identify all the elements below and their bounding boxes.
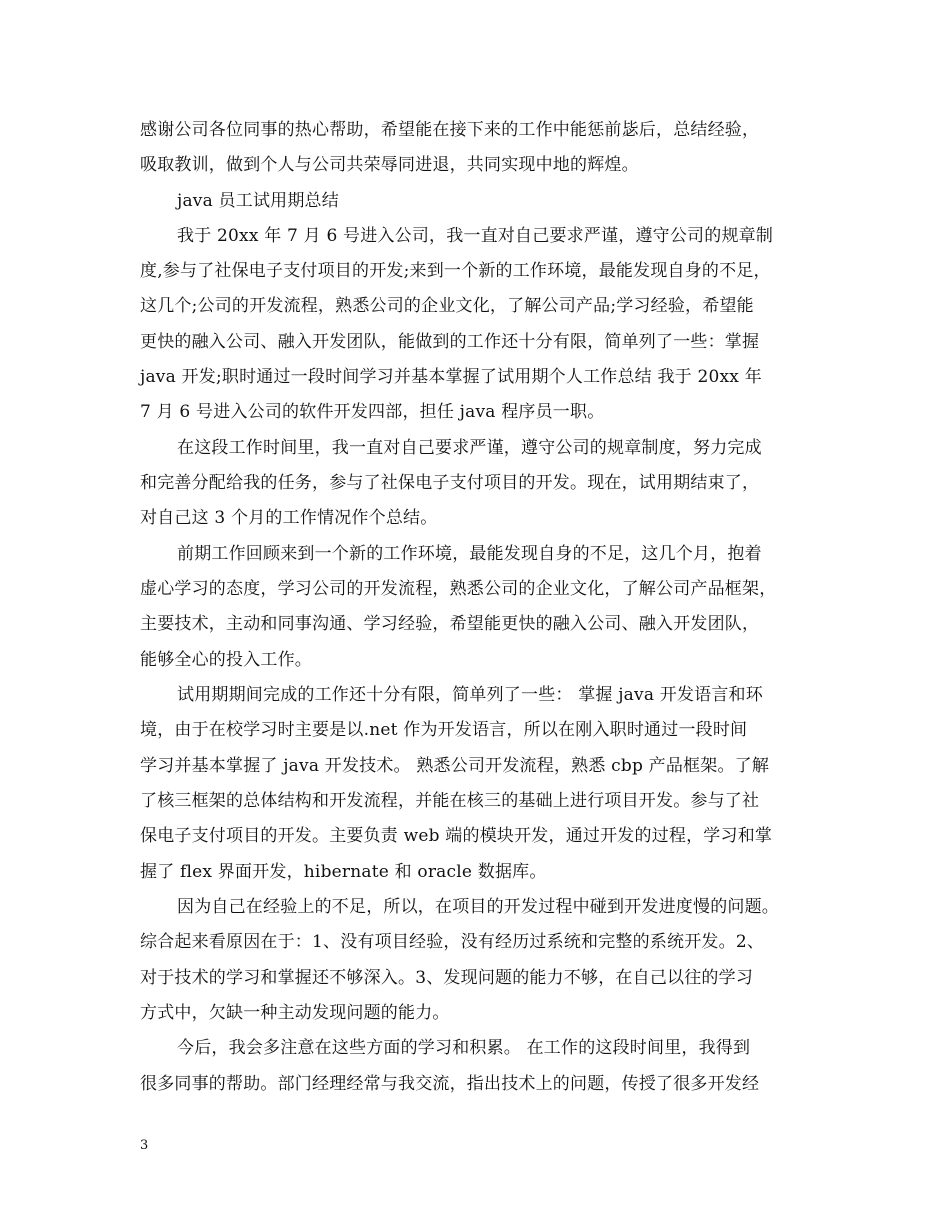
text-line: 吸取教训，做到个人与公司共荣辱同进退，共同实现中地的辉煌。 <box>140 155 639 175</box>
text-line: 今后，我会多注意在这些方面的学习和积累。 在工作的这段时间里，我得到 <box>177 1038 751 1058</box>
text-line: 试用期期间完成的工作还十分有限，简单列了一些： 掌握 java 开发语言和环 <box>177 685 763 705</box>
text-line: 境，由于在校学习时主要是以.net 作为开发语言，所以在刚入职时通过一段时间 <box>140 720 748 740</box>
section-heading: java 员工试用期总结 <box>177 191 339 211</box>
text-line: java 开发;职时通过一段时间学习并基本掌握了试用期个人工作总结 我于 20xx 年 <box>140 367 762 387</box>
page-number: 3 <box>140 1138 149 1153</box>
text-line: 这几个;公司的开发流程，熟悉公司的企业文化，了解公司产品;学习经验，希望能 <box>140 296 754 316</box>
text-line: 对自己这 3 个月的工作情况作个总结。 <box>140 508 438 528</box>
text-line: 学习并基本掌握了 java 开发技术。 熟悉公司开发流程，熟悉 cbp 产品框架。了解 <box>140 756 770 776</box>
text-line: 很多同事的帮助。部门经理经常与我交流，指出技术上的问题，传授了很多开发经 <box>140 1074 760 1094</box>
text-line: 前期工作回顾来到一个新的工作环境，最能发现自身的不足，这几个月，抱着 <box>177 544 762 564</box>
text-line: 和完善分配给我的任务，参与了社保电子支付项目的开发。现在，试用期结束了， <box>140 473 760 493</box>
text-line: 对于技术的学习和掌握还不够深入。3、发现问题的能力不够，在自己以往的学习 <box>140 968 754 988</box>
text-line: 握了 flex 界面开发，hibernate 和 oracle 数据库。 <box>140 862 547 882</box>
text-line: 综合起来看原因在于：1、没有项目经验，没有经历过系统和完整的系统开发。2、 <box>140 932 765 952</box>
text-line: 感谢公司各位同事的热心帮助，希望能在接下来的工作中能惩前毖后，总结经验， <box>140 120 760 140</box>
text-line: 在这段工作时间里，我一直对自己要求严谨，遵守公司的规章制度，努力完成 <box>177 438 762 458</box>
text-line: 了核三框架的总体结构和开发流程，并能在核三的基础上进行项目开发。参与了社 <box>140 791 760 811</box>
text-line: 因为自己在经验上的不足，所以，在项目的开发过程中碰到开发进度慢的问题。 <box>177 897 779 917</box>
text-line: 我于 20xx 年 7 月 6 号进入公司，我一直对自己要求严谨，遵守公司的规章制 <box>177 226 774 246</box>
text-line: 更快的融入公司、融入开发团队，能做到的工作还十分有限，简单列了一些：掌握 <box>140 332 760 352</box>
text-line: 能够全心的投入工作。 <box>140 650 312 670</box>
text-line: 虚心学习的态度，学习公司的开发流程，熟悉公司的企业文化，了解公司产品框架， <box>140 579 777 599</box>
text-line: 主要技术，主动和同事沟通、学习经验，希望能更快的融入公司、融入开发团队， <box>140 614 760 634</box>
text-line: 度,参与了社保电子支付项目的开发;来到一个新的工作环境，最能发现自身的不足， <box>140 261 771 281</box>
text-line: 7 月 6 号进入公司的软件开发四部，担任 java 程序员一职。 <box>140 402 605 422</box>
text-line: 方式中，欠缺一种主动发现问题的能力。 <box>140 1003 450 1023</box>
text-line: 保电子支付项目的开发。主要负责 web 端的模块开发，通过开发的过程，学习和掌 <box>140 826 773 846</box>
